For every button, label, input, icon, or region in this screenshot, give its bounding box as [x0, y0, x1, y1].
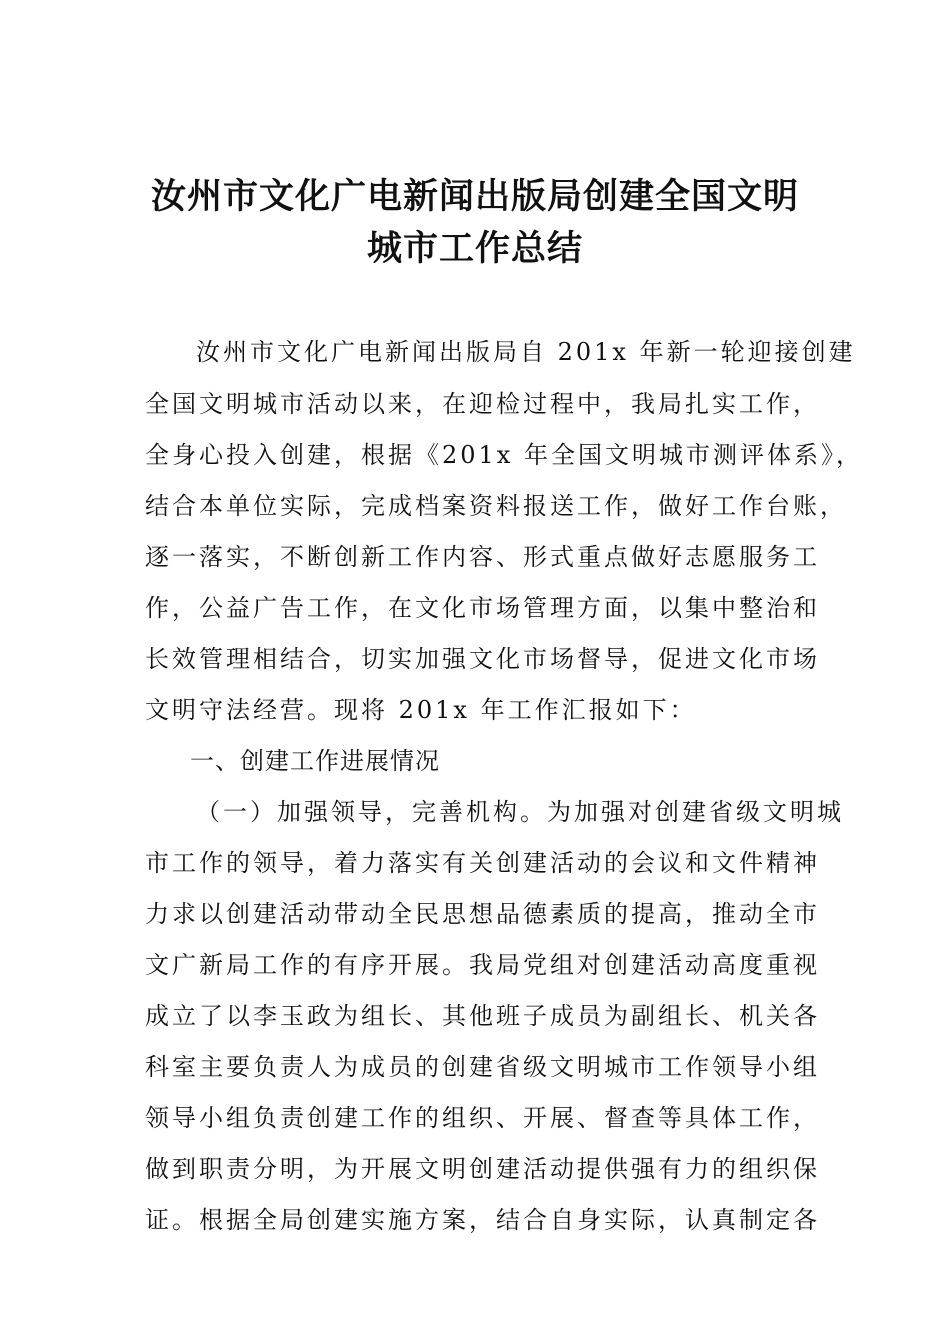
section-heading: 一、创建工作进展情况: [190, 747, 440, 775]
document-title-line-2: 城市工作总结: [366, 229, 583, 269]
body-line: 文广新局工作的有序开展。我局党组对创建活动高度重视: [145, 951, 820, 979]
body-line: 力求以创建活动带动全民思想品德素质的提高，推动全市: [145, 900, 820, 928]
body-line: 成立了以李玉政为组长、其他班子成员为副组长、机关各: [145, 1002, 820, 1030]
body-line: 文明守法经营。现将 201x 年工作汇报如下：: [145, 696, 697, 724]
body-line: 全国文明城市活动以来，在迎检过程中，我局扎实工作，: [145, 390, 820, 418]
body-line: 做到职责分明，为开展文明创建活动提供强有力的组织保: [145, 1155, 820, 1183]
body-line: 汝州市文化广电新闻出版局自 201x 年新一轮迎接创建: [196, 338, 856, 366]
body-line: 作，公益广告工作，在文化市场管理方面，以集中整治和: [145, 594, 820, 622]
body-line: 结合本单位实际，完成档案资料报送工作，做好工作台账，: [145, 492, 847, 520]
document-title-line-1: 汝州市文化广电新闻出版局创建全国文明: [150, 177, 799, 217]
body-line: 市工作的领导，着力落实有关创建活动的会议和文件精神: [145, 849, 820, 877]
body-line: 领导小组负责创建工作的组织、开展、督查等具体工作，: [145, 1104, 820, 1132]
body-line: 科室主要负责人为成员的创建省级文明城市工作领导小组: [145, 1053, 820, 1081]
body-line: 逐一落实，不断创新工作内容、形式重点做好志愿服务工: [145, 543, 820, 571]
body-line: （一）加强领导，完善机构。为加强对创建省级文明城: [196, 798, 844, 826]
body-line: 长效管理相结合，切实加强文化市场督导，促进文化市场: [145, 645, 820, 673]
body-line: 证。根据全局创建实施方案，结合自身实际，认真制定各: [145, 1206, 820, 1234]
body-line: 全身心投入创建，根据《201x 年全国文明城市测评体系》，: [145, 441, 863, 469]
